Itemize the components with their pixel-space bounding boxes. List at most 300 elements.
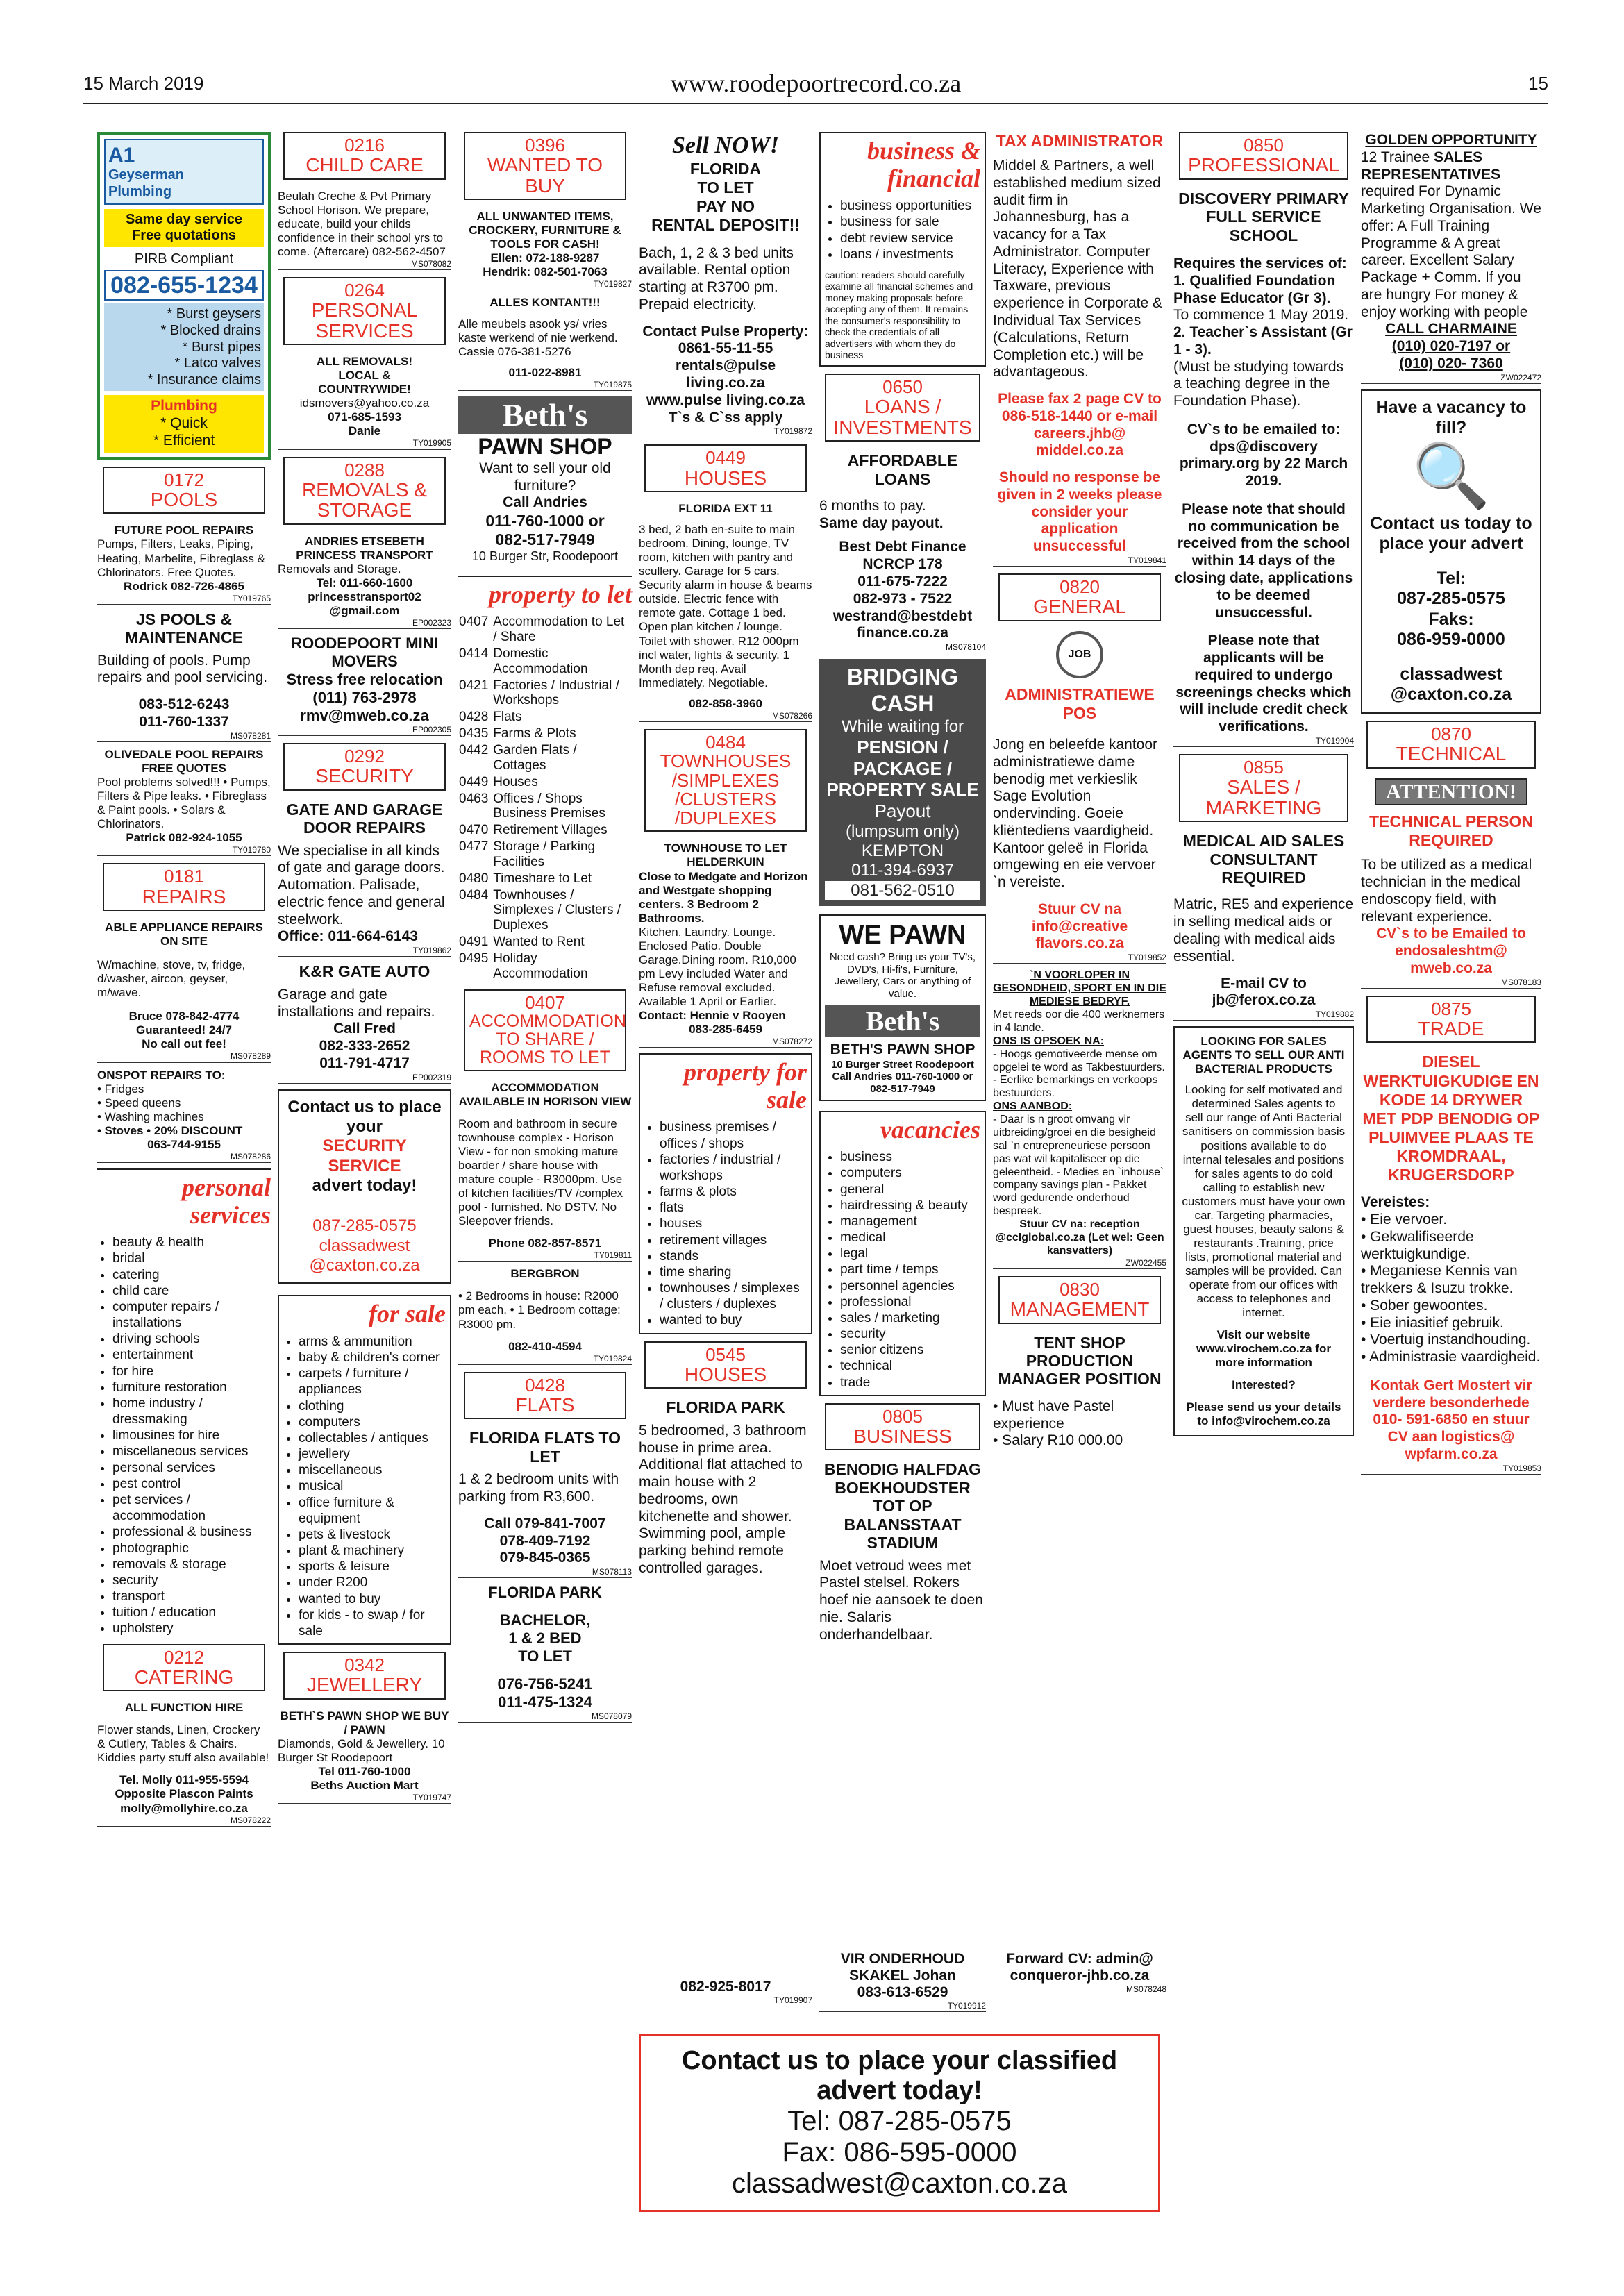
- florida-ext-ad: [639, 502, 812, 722]
- ad-body: Matric, RE5 and experience in selling medical aids or dealing with medical aids essential.: [1173, 896, 1354, 964]
- ad-subheading: FREE QUOTES: [142, 761, 226, 775]
- discovery-school-ad: [1173, 190, 1354, 747]
- a1-services: [104, 303, 264, 391]
- ad-subheading: Requires the services of:: [1173, 255, 1347, 271]
- index-code: 0463: [459, 791, 489, 806]
- ad-item-detail: To commence 1 May 2019.: [1173, 307, 1349, 324]
- ad-heading: K&R GATE AUTO: [299, 962, 430, 981]
- category-catering: [103, 1644, 265, 1692]
- list-item: • houses: [660, 1216, 807, 1232]
- index-label: Holiday Accommodation: [493, 950, 588, 981]
- ad-contact: molly@mollyhire.co.za: [120, 1801, 248, 1815]
- ad-contact: Call Andries 011-760-1000 or 082-517-7949: [832, 1071, 973, 1095]
- category-wanted-to-buy: [464, 132, 626, 200]
- list-item: • jewellery: [299, 1446, 446, 1462]
- ad-heading: ANDRIES ETSEBETH PRINCESS TRANSPORT: [296, 534, 433, 562]
- ad-phone: 083-285-6459: [689, 1023, 762, 1037]
- category-title: POOLS: [150, 489, 218, 511]
- ad-heading: WE PAWN: [839, 920, 966, 950]
- ad-heading: TO LET: [697, 178, 754, 197]
- ad-phone: Tel 011-760-1000: [318, 1765, 411, 1778]
- category-loans: [825, 374, 980, 442]
- list-item: • bridal: [112, 1250, 271, 1266]
- list-item: • senior citizens: [840, 1342, 980, 1358]
- medical-aid-ad: [1173, 832, 1354, 1021]
- caution-note: caution: readers should carefully examine all financial schemes and money making proposals before accepting any of them. It remains the consumer's responsibility to check the credentials of all advertisers with whom they do business: [825, 269, 973, 361]
- future-pool-ad: [97, 523, 271, 604]
- ad-line: LOCAL &: [338, 369, 391, 383]
- section-title-personal: personal services: [97, 1168, 271, 1229]
- ad-heading: TAX ADMINISTRATOR: [996, 132, 1164, 150]
- ad-email: Please send us your details to info@virochem.co.za: [1186, 1400, 1341, 1428]
- ad-line: ALL REMOVALS!: [316, 355, 413, 369]
- ad-ref: MS078082: [278, 259, 451, 270]
- section-title-for-sale: for sale: [369, 1300, 446, 1328]
- ad-ref: MS078113: [458, 1567, 632, 1578]
- a1-logo-name: Geyserman: [108, 167, 184, 183]
- ad-ref: TY019872: [639, 426, 812, 437]
- ad-body: Looking for self motivated and determined Sales agents to sell our range of Anti Bacterial sanitisers on commission basis positions available to do internal telesales and positions for sales agents to do cold calling to establish new customers must have your own car. Targeting pharmacies, guest houses, beauty salons & restaurants .Training, price lists, promotional material and samples will be provided. Can operate from our offices with access to telephones and internet.: [1182, 1083, 1346, 1320]
- ad-heading: FLORIDA FLATS TO LET: [469, 1429, 621, 1466]
- list-item: • security: [112, 1573, 271, 1589]
- promo-line: advert today!: [312, 1176, 417, 1196]
- a1-logo: [104, 139, 264, 205]
- vacancy-promo-ad: [1361, 389, 1541, 714]
- list-item: • sales / marketing: [840, 1310, 980, 1326]
- list-item: • wanted to buy: [299, 1591, 446, 1607]
- ad-contact: Bruce 078-842-4774: [128, 1009, 240, 1023]
- list-item: • home industry / dressmaking: [112, 1396, 271, 1427]
- ad-heading: FLORIDA PARK: [666, 1398, 785, 1417]
- promo-line: Contact us to place your: [287, 1097, 442, 1137]
- section-title-vacancies: vacancies: [880, 1115, 980, 1143]
- table-row: [458, 934, 632, 950]
- detective-icon: 🔍: [1412, 441, 1491, 511]
- banner-email[interactable]: classadwest@caxton.co.za: [731, 2168, 1068, 2199]
- ad-item: • Stoves • 20% DISCOUNT: [97, 1123, 243, 1137]
- list-item: • child care: [112, 1283, 271, 1299]
- ad-contact: CALL CHARMAINE: [1385, 321, 1517, 337]
- beths-logo: Beth's: [825, 1005, 980, 1037]
- ad-subheading: Vereistes:: [1361, 1194, 1430, 1211]
- ad-body: Met reeds oor die 400 werknemers in 4 lande.: [993, 1009, 1165, 1034]
- category-number: 0428: [525, 1374, 565, 1396]
- ad-contact: Patrick 082-924-1055: [126, 831, 242, 845]
- table-row: [458, 839, 632, 871]
- ad-heading: OLIVEDALE POOL REPAIRS: [104, 747, 264, 761]
- ad-contact: Best Debt Finance: [839, 539, 966, 555]
- andries-ad: [278, 535, 451, 629]
- ad-phone: (010) 020-7197 or: [1391, 338, 1511, 355]
- index-code: 0414: [459, 646, 489, 661]
- ad-body: Beulah Creche & Pvt Primary School Horison. We prepare, educate, build your childs confidence in their school yrs to come. (Aftercare) 082-562-4507: [278, 189, 446, 258]
- ad-ref: TY019747: [278, 1793, 451, 1804]
- ad-contact: Guaranteed! 24/7: [136, 1023, 232, 1037]
- list-item: • business: [840, 1149, 980, 1165]
- list-item: • office furniture & equipment: [299, 1495, 446, 1527]
- column-8: [1361, 132, 1541, 1480]
- category-number: 0484: [705, 731, 746, 753]
- js-pools-ad: [97, 610, 271, 742]
- a1-free-quotes: Free quotations: [131, 228, 236, 244]
- category-general: [998, 573, 1161, 621]
- sell-now-logo: Sell NOW!: [672, 133, 779, 158]
- ad-address: 10 Burger Street Roodepoort: [831, 1058, 974, 1071]
- category-title: TECHNICAL: [1396, 743, 1507, 765]
- ad-heading: GOLDEN OPPORTUNITY: [1365, 132, 1537, 148]
- category-townhouses: [644, 729, 807, 832]
- ad-contact: Danie: [348, 424, 381, 438]
- list-item: • general: [840, 1182, 980, 1198]
- ad-line: 1 & 2 BED: [508, 1629, 582, 1648]
- index-code: 0421: [459, 678, 489, 693]
- ad-contact: NCRCP 178: [862, 556, 943, 573]
- table-row: [458, 614, 632, 646]
- ad-body: 6 months to pay.: [819, 497, 926, 514]
- index-code: 0491: [459, 935, 489, 950]
- vacancies-index: [819, 1111, 986, 1396]
- ad-phone: Tel: 011-660-1600: [316, 576, 413, 589]
- ad-heading: TECHNICAL PERSON REQUIRED: [1369, 812, 1533, 850]
- ad-contact: Contact Pulse Property:: [642, 323, 809, 340]
- ad-ref: MS078104: [819, 642, 986, 653]
- tent-shop-footer: [993, 1951, 1166, 2001]
- list-item: • retirement villages: [660, 1232, 807, 1248]
- ad-heading: PAY NO: [696, 197, 755, 216]
- helderkuin-ad: [639, 841, 812, 1048]
- banner-heading: Contact us to place your classified advert today!: [681, 2046, 1118, 2105]
- ad-ref: TY019904: [1173, 736, 1354, 747]
- category-number: 0805: [882, 1405, 923, 1427]
- beths-pawn-ad: [458, 396, 632, 564]
- ad-line: Payout: [874, 801, 931, 822]
- category-number: 0449: [705, 447, 746, 469]
- index-label: Timeshare to Let: [493, 871, 592, 886]
- job-icon: [993, 631, 1166, 678]
- category-sales-marketing: [1179, 754, 1348, 822]
- table-row: [458, 887, 632, 935]
- for-sale-list: [283, 1334, 446, 1639]
- ad-item: • Must have Pastel experience: [993, 1398, 1114, 1432]
- a1-same-day: Same day service: [126, 211, 242, 227]
- ad-heading: ALLES KONTANT!!!: [489, 296, 601, 310]
- promo-line: SECURITY SERVICE: [322, 1137, 407, 1175]
- ad-contact: Tel. Molly 011-955-5594: [119, 1773, 249, 1787]
- table-row: [458, 871, 632, 887]
- ad-item: • Voertuig instandhouding.: [1361, 1332, 1531, 1348]
- category-title: HOUSES: [684, 1363, 767, 1385]
- bridging-cash-ad: [819, 659, 986, 906]
- technical-person-ad: [1361, 778, 1541, 989]
- category-title: PROFESSIONAL: [1188, 154, 1339, 176]
- ad-phone: 082-333-2652: [319, 1038, 410, 1055]
- ad-note: Please note that should no communication be received from the school within 14 days of the closing date, applications to be deemed unsuccessful.: [1174, 501, 1353, 621]
- list-item: • business opportunities: [840, 198, 980, 214]
- ad-item: • Gekwalifiseerde werktuigkundige.: [1361, 1228, 1474, 1262]
- ad-item: • Fridges: [97, 1082, 144, 1096]
- ad-body: • 2 Bedrooms in house: R2000 pm each. • 1 Bedroom cottage: R3000 pm.: [458, 1289, 621, 1331]
- category-technical: [1366, 721, 1536, 769]
- ad-phone: Hendrik: 082-501-7063: [483, 265, 608, 279]
- list-item: • flats: [660, 1200, 807, 1216]
- list-item: • transport: [112, 1589, 271, 1604]
- list-item: • under R200: [299, 1575, 446, 1591]
- ad-heading: FLORIDA EXT 11: [678, 502, 773, 516]
- security-promo-ad: [278, 1089, 451, 1284]
- promo-line: Contact us today to place your advert: [1370, 513, 1532, 554]
- ad-heading: AFFORDABLE LOANS: [847, 451, 958, 488]
- job-icon-label: JOB: [1056, 631, 1103, 678]
- ad-heading: `N VOORLOPER IN GESONDHEID, SPORT EN IN DIE MEDIESE BEDRYF.: [993, 969, 1166, 1008]
- page-number: 15: [1528, 73, 1548, 94]
- index-code: 0484: [459, 887, 489, 903]
- list-item: • sports & leisure: [299, 1559, 446, 1575]
- category-title: HOUSES: [684, 467, 767, 489]
- list-item: • stands: [660, 1248, 807, 1264]
- list-item: • clothing: [299, 1398, 446, 1414]
- list-item: • part time / temps: [840, 1262, 980, 1277]
- index-code: 0470: [459, 823, 489, 838]
- a1-efficient: * Efficient: [153, 432, 215, 449]
- ad-email: idsmovers@yahoo.co.za: [299, 396, 430, 410]
- category-flats: [464, 1372, 626, 1420]
- list-item: • professional & business: [112, 1524, 271, 1540]
- index-code: 0477: [459, 839, 489, 855]
- ad-phone: 063-744-9155: [147, 1137, 221, 1151]
- ad-line: Want to sell your old furniture?: [479, 460, 611, 494]
- removals-ad: [278, 355, 451, 449]
- for-sale-index: [278, 1295, 451, 1645]
- ad-contact: VIR ONDERHOUD SKAKEL Johan: [840, 1951, 965, 1984]
- category-title: TRADE: [1418, 1018, 1484, 1040]
- column-2: [278, 132, 451, 1809]
- index-label: Factories / Industrial / Workshops: [493, 678, 619, 708]
- ad-heading: JS POOLS & MAINTENANCE: [125, 610, 243, 647]
- ad-phone: 081-562-0510: [825, 881, 980, 900]
- ad-heading: ALL FUNCTION HIRE: [124, 1701, 244, 1715]
- site-url[interactable]: www.roodepoortrecord.co.za: [670, 69, 962, 97]
- ad-ref: MS078281: [97, 731, 271, 742]
- mini-movers-ad: [278, 635, 451, 736]
- tax-admin-ad: [993, 132, 1166, 567]
- list-item: • miscellaneous services: [112, 1443, 271, 1459]
- a1-service: * Burst geysers: [167, 306, 261, 322]
- ad-phone: (011) 763-2978: [312, 688, 417, 706]
- ad-item: • Meganiese Kennis van trekkers & Isuzu trokke.: [1361, 1263, 1518, 1297]
- list-item: • time sharing: [660, 1264, 807, 1280]
- ad-phone: 082-517-7949: [495, 530, 595, 549]
- horison-view-ad: [458, 1081, 632, 1262]
- ad-phone: 083-512-6243: [138, 696, 230, 713]
- ad-phone: 011-760-1337: [139, 713, 229, 730]
- ad-heading: ROODEPOORT MINI MOVERS: [291, 635, 438, 671]
- ad-phone: 011-675-7222: [857, 573, 948, 590]
- list-item: • photographic: [112, 1541, 271, 1557]
- list-item: • beauty & health: [112, 1234, 271, 1250]
- a1-phone: 082-655-1234: [104, 270, 264, 301]
- table-row: [458, 678, 632, 710]
- a1-service: * Latco valves: [174, 355, 261, 371]
- business-financial-index: [819, 132, 986, 367]
- category-houses: [644, 444, 807, 492]
- ad-body: Removals and Storage.: [278, 562, 401, 576]
- ad-apply: E-mail CV to jb@ferox.co.za: [1212, 975, 1316, 1009]
- ad-body: - Hoogs gemotiveerde mense om opgelei te word as Takbestuurders. - Eerlike bemarkings en verkoops bestuurders.: [993, 1048, 1165, 1100]
- florida-park-house-ad: [639, 1398, 812, 1577]
- beths-logo: Beth's: [458, 396, 632, 434]
- ad-location: KEMPTON: [861, 841, 944, 861]
- list-item: • computers: [840, 1165, 980, 1181]
- ad-contact: Call Andries: [503, 494, 587, 511]
- category-number: 0545: [705, 1343, 746, 1365]
- a1-quick: * Quick: [160, 415, 208, 432]
- halfdag-footer: [819, 1951, 986, 2018]
- list-item: • technical: [840, 1358, 980, 1374]
- category-professional: [1179, 132, 1348, 180]
- a1-service: * Insurance claims: [147, 371, 261, 387]
- classified-contact-banner: [639, 2034, 1160, 2212]
- column-1: [97, 132, 271, 1832]
- ad-highlight: SALES REPRESENTATIVES: [1361, 149, 1501, 183]
- index-label: Offices / Shops Business Premises: [493, 791, 605, 821]
- column-4: [639, 132, 812, 1577]
- ad-highlight: Close to Medgate and Horizon and Westgate shopping centers. 3 Bedroom 2 Bathrooms.: [639, 869, 808, 925]
- category-title: TOWNHOUSES /SIMPLEXES /CLUSTERS /DUPLEXES: [660, 751, 792, 829]
- index-label: Storage / Parking Facilities: [493, 839, 596, 869]
- ad-note: Please note that applicants will be required to undergo screenings checks which will include credit check verifications.: [1175, 632, 1352, 735]
- issue-date: 15 March 2019: [83, 73, 204, 94]
- ad-body: required For Dynamic Marketing Organisation. We offer: A Full Training Programme & A great career. Excellent Salary Package + Comm. If you are hungry For money & enjoy working with people: [1361, 183, 1541, 320]
- ad-apply: Stuur CV na: reception @ccIglobal.co.za (Let wel: Geen kansvatters): [995, 1218, 1164, 1257]
- ad-heading: MEDICAL AID SALES CONSULTANT REQUIRED: [1182, 832, 1345, 887]
- ad-apply: Stuur CV na info@creative flavors.co.za: [1031, 900, 1128, 952]
- ad-email: westrand@bestdebt finance.co.za: [832, 607, 973, 642]
- attention-logo: ATTENTION!: [1375, 778, 1527, 805]
- ad-item: • Administrasie vaardigheid.: [1361, 1349, 1541, 1366]
- index-code: 0442: [459, 743, 489, 757]
- ad-body: Pumps, Filters, Leaks, Piping, Heating, Marbelite, Fibreglass & Chlorinators. Free Quotes.: [97, 537, 265, 579]
- ad-contact: Rodrick 082-726-4865: [124, 579, 244, 593]
- ad-contact: Call Fred: [333, 1021, 396, 1037]
- ad-item-detail: (Must be studying towards a teaching degree in the Foundation Phase).: [1173, 358, 1344, 410]
- list-item: • pet services / accommodation: [112, 1492, 271, 1524]
- diesel-ad: [1361, 1053, 1541, 1475]
- list-item: • management: [840, 1214, 980, 1230]
- index-code: 0407: [459, 614, 489, 630]
- list-item: • tuition / education: [112, 1604, 271, 1620]
- category-number: 0342: [344, 1654, 385, 1676]
- category-title: CATERING: [134, 1666, 234, 1688]
- ad-heading: PAWN SHOP: [478, 434, 612, 460]
- beulah-ad: [278, 190, 451, 270]
- ad-body: Building of pools. Pump repairs and pool servicing.: [97, 652, 268, 686]
- ad-note: Should no response be given in 2 weeks please consider your application unsuccessful: [997, 469, 1162, 555]
- ad-body: Garage and gate installations and repairs.: [278, 986, 435, 1020]
- category-number: 0650: [882, 376, 923, 397]
- a1-offer: [104, 209, 264, 247]
- index-label: Wanted to Rent: [493, 935, 585, 950]
- list-item: • farms & plots: [660, 1184, 807, 1200]
- ad-ref: MS078248: [993, 1984, 1166, 1995]
- category-number: 0830: [1060, 1278, 1100, 1300]
- ad-phone: 071-685-1593: [328, 410, 401, 424]
- ad-phone: Call 079-841-7007: [484, 1515, 606, 1532]
- category-number: 0264: [344, 280, 385, 301]
- ad-heading: TOWNHOUSE TO LET HELDERKUIN: [664, 841, 787, 869]
- index-code: 0449: [459, 774, 489, 789]
- florida-park-bachelor-ad: [458, 1584, 632, 1723]
- ad-phone: 011-760-1000 or: [485, 512, 605, 530]
- vacancies-list: [825, 1149, 980, 1391]
- ad-contact: Kontak Gert Mostert vir verdere besonderhede 010- 591-6850 en stuur CV aan logistics@ wpfarm.co.za: [1370, 1377, 1532, 1462]
- ad-body: 1 & 2 bedroom units with parking from R3,600.: [458, 1471, 619, 1505]
- list-item: • driving schools: [112, 1331, 271, 1347]
- category-number: 0181: [164, 866, 204, 887]
- column-6: [993, 132, 1166, 1450]
- list-item: • baby & children's corner: [299, 1350, 446, 1366]
- ad-ref: EP002323: [278, 618, 451, 629]
- ad-heading: ADMINISTRATIEWE POS: [1005, 685, 1155, 722]
- gate-repairs-ad: [278, 801, 451, 957]
- list-item: • entertainment: [112, 1347, 271, 1363]
- ad-body: W/machine, stove, tv, fridge, d/washer, aircon, geyser, m/wave.: [97, 958, 246, 1000]
- ad-heading: FLORIDA PARK: [488, 1584, 602, 1602]
- ad-phone: 082-925-8017: [680, 1979, 771, 1995]
- ad-heading: DIESEL WERKTUIGKUDIGE EN KODE 14 DRYWER MET PDP BENODIG OP PLUIMVEE PLAAS TE KROMDRAAL, KRUGERSDORP: [1362, 1053, 1540, 1184]
- list-item: • limousines for hire: [112, 1427, 271, 1443]
- list-item: • factories / industrial / workshops: [660, 1152, 807, 1184]
- ad-ref: EP002319: [278, 1073, 451, 1084]
- ad-heading: GATE AND GARAGE DOOR REPAIRS: [286, 800, 443, 837]
- florida-to-let-ad: [639, 132, 812, 437]
- index-label: Retirement Villages: [493, 823, 608, 838]
- page-header: [83, 66, 1548, 101]
- ad-heading: RENTAL DEPOSIT!!: [651, 216, 800, 235]
- category-title: REPAIRS: [142, 885, 226, 907]
- ad-heading: BENODIG HALFDAG BOEKHOUDSTER TOT OP BALANSSTAAT STADIUM: [823, 1460, 982, 1552]
- ad-line: Interested?: [1232, 1378, 1296, 1392]
- ad-subheading: ONS AANBOD:: [993, 1100, 1073, 1113]
- a1-badge: [104, 395, 264, 452]
- ad-phone: 076-756-5241: [497, 1675, 593, 1693]
- ad-phone: Phone 082-857-8571: [488, 1237, 602, 1250]
- list-item: • miscellaneous: [299, 1462, 446, 1478]
- ad-item: • Speed queens: [97, 1096, 181, 1109]
- category-title: SECURITY: [315, 765, 414, 787]
- onspot-ad: [97, 1069, 271, 1163]
- golden-opportunity-ad: [1361, 132, 1541, 384]
- ad-name: BETH'S PAWN SHOP: [830, 1041, 976, 1057]
- ad-line: (lumpsum only): [845, 821, 960, 841]
- category-number: 0855: [1244, 757, 1284, 778]
- category-title: JEWELLERY: [307, 1674, 422, 1696]
- voorloper-ad: [993, 969, 1166, 1268]
- table-row: [458, 709, 632, 726]
- list-item: • personal services: [112, 1460, 271, 1476]
- ad-ref: MS078289: [97, 1051, 271, 1062]
- ad-ref: TY019780: [97, 845, 271, 856]
- category-number: 0870: [1431, 723, 1471, 744]
- list-item: • business for sale: [840, 214, 980, 230]
- ad-heading: ONSPOT REPAIRS TO:: [97, 1068, 226, 1082]
- index-label: Domestic Accommodation: [493, 646, 588, 676]
- ad-ref: ZW022455: [993, 1258, 1166, 1269]
- list-item: • trade: [840, 1375, 980, 1391]
- ad-heading: FLORIDA: [689, 160, 762, 178]
- list-item: • townhouses / simplexes / clusters / duplexes: [660, 1280, 807, 1312]
- ad-ref: EP002305: [278, 725, 451, 736]
- ad-body: Need cash? Bring us your TV's, DVD's, Hi-fi's, Furniture, Jewellery, Cars or anything of value.: [829, 950, 976, 1000]
